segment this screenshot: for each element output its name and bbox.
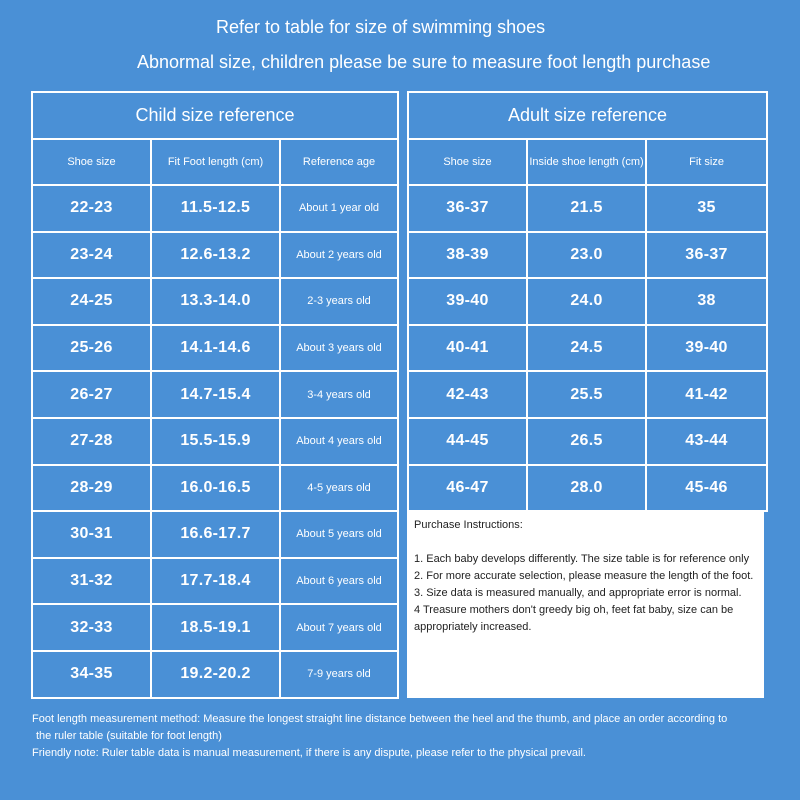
- instruction-item: 2. For more accurate selection, please measure the length of the foot.: [414, 570, 754, 582]
- adult-shoe-size-cell: 44-45: [408, 418, 527, 465]
- child-shoe-size-cell: 24-25: [32, 278, 151, 325]
- adult-shoe-size-cell: 39-40: [408, 278, 527, 325]
- child-foot-length-cell: 19.2-20.2: [151, 651, 280, 698]
- adult-fit-size-cell: 41-42: [646, 371, 767, 418]
- adult-fit-size-cell: 35: [646, 185, 767, 232]
- table-row: [32, 325, 398, 372]
- measurement-method-text: Foot length measurement method: Measure the longest straight line distance between the heel and the thumb, and place an order according to: [32, 713, 728, 725]
- child-reference-age-cell: About 5 years old: [280, 511, 398, 558]
- child-shoe-size-cell: 32-33: [32, 604, 151, 651]
- adult-header-fit-size: Fit size: [646, 139, 767, 185]
- table-row: [32, 185, 398, 232]
- adult-shoe-size-cell: 38-39: [408, 232, 527, 279]
- child-header-shoe-size: Shoe size: [32, 139, 151, 185]
- measurement-method-text-cont: the ruler table (suitable for foot length): [36, 730, 222, 742]
- child-foot-length-cell: 14.7-15.4: [151, 371, 280, 418]
- table-row: [408, 185, 767, 232]
- instructions-title: Purchase Instructions:: [414, 519, 523, 531]
- child-foot-length-cell: 11.5-12.5: [151, 185, 280, 232]
- table-row: [32, 558, 398, 605]
- child-reference-age-cell: About 1 year old: [280, 185, 398, 232]
- footer-notes: [32, 711, 794, 762]
- adult-shoe-size-cell: 42-43: [408, 371, 527, 418]
- child-foot-length-cell: 18.5-19.1: [151, 604, 280, 651]
- page-title: Refer to table for size of swimming shoes: [216, 17, 546, 37]
- adult-fit-size-cell: 38: [646, 278, 767, 325]
- instruction-item: 1. Each baby develops differently. The size table is for reference only: [414, 553, 750, 565]
- table-row: [32, 465, 398, 512]
- adult-inside-length-cell: 26.5: [527, 418, 646, 465]
- table-row: [32, 232, 398, 279]
- child-shoe-size-cell: 25-26: [32, 325, 151, 372]
- adult-inside-length-cell: 21.5: [527, 185, 646, 232]
- adult-inside-length-cell: 24.5: [527, 325, 646, 372]
- child-reference-age-cell: About 7 years old: [280, 604, 398, 651]
- adult-fit-size-cell: 36-37: [646, 232, 767, 279]
- child-header-reference-age: Reference age: [280, 139, 398, 185]
- child-shoe-size-cell: 26-27: [32, 371, 151, 418]
- child-foot-length-cell: 16.6-17.7: [151, 511, 280, 558]
- child-reference-age-cell: About 3 years old: [280, 325, 398, 372]
- child-foot-length-cell: 17.7-18.4: [151, 558, 280, 605]
- child-foot-length-cell: 14.1-14.6: [151, 325, 280, 372]
- friendly-note-text: Friendly note: Ruler table data is manual measurement, if there is any dispute, please refer to the physical prevail.: [32, 747, 586, 759]
- child-reference-age-cell: About 6 years old: [280, 558, 398, 605]
- adult-shoe-size-cell: 40-41: [408, 325, 527, 372]
- adult-inside-length-cell: 25.5: [527, 371, 646, 418]
- instruction-item: 4 Treasure mothers don't greedy big oh, feet fat baby, size can be appropriately increased.: [414, 604, 734, 633]
- child-reference-age-cell: About 2 years old: [280, 232, 398, 279]
- table-row: [408, 278, 767, 325]
- table-row: [32, 371, 398, 418]
- page-subtitle: Abnormal size, children please be sure to measure foot length purchase: [137, 52, 711, 72]
- adult-shoe-size-cell: 46-47: [408, 465, 527, 512]
- instruction-item: 3. Size data is measured manually, and appropriate error is normal.: [414, 587, 742, 599]
- adult-fit-size-cell: 43-44: [646, 418, 767, 465]
- child-reference-age-cell: 4-5 years old: [280, 465, 398, 512]
- child-shoe-size-cell: 28-29: [32, 465, 151, 512]
- table-row: [32, 511, 398, 558]
- child-header-foot-length: Fit Foot length (cm): [151, 139, 280, 185]
- table-row: [32, 651, 398, 698]
- table-row: [408, 232, 767, 279]
- table-row: [408, 371, 767, 418]
- table-row: [32, 418, 398, 465]
- adult-table-title: Adult size reference: [408, 92, 767, 139]
- child-foot-length-cell: 15.5-15.9: [151, 418, 280, 465]
- adult-inside-length-cell: 24.0: [527, 278, 646, 325]
- child-reference-age-cell: 2-3 years old: [280, 278, 398, 325]
- child-reference-age-cell: About 4 years old: [280, 418, 398, 465]
- child-reference-age-cell: 7-9 years old: [280, 651, 398, 698]
- child-reference-age-cell: 3-4 years old: [280, 371, 398, 418]
- adult-header-shoe-size: Shoe size: [408, 139, 527, 185]
- child-shoe-size-cell: 22-23: [32, 185, 151, 232]
- table-row: [408, 418, 767, 465]
- child-shoe-size-cell: 30-31: [32, 511, 151, 558]
- table-row: [408, 325, 767, 372]
- table-row: [32, 604, 398, 651]
- adult-header-inside-length: Inside shoe length (cm): [527, 139, 646, 185]
- adult-fit-size-cell: 39-40: [646, 325, 767, 372]
- child-shoe-size-cell: 34-35: [32, 651, 151, 698]
- table-row: [32, 278, 398, 325]
- child-foot-length-cell: 16.0-16.5: [151, 465, 280, 512]
- adult-inside-length-cell: 23.0: [527, 232, 646, 279]
- child-foot-length-cell: 13.3-14.0: [151, 278, 280, 325]
- child-table-title: Child size reference: [32, 92, 398, 139]
- child-size-table: [31, 91, 399, 699]
- child-shoe-size-cell: 23-24: [32, 232, 151, 279]
- adult-size-table: [407, 91, 768, 512]
- purchase-instructions-panel: [407, 511, 764, 698]
- adult-fit-size-cell: 45-46: [646, 465, 767, 512]
- child-shoe-size-cell: 31-32: [32, 558, 151, 605]
- table-row: [408, 465, 767, 512]
- adult-shoe-size-cell: 36-37: [408, 185, 527, 232]
- child-shoe-size-cell: 27-28: [32, 418, 151, 465]
- adult-inside-length-cell: 28.0: [527, 465, 646, 512]
- child-foot-length-cell: 12.6-13.2: [151, 232, 280, 279]
